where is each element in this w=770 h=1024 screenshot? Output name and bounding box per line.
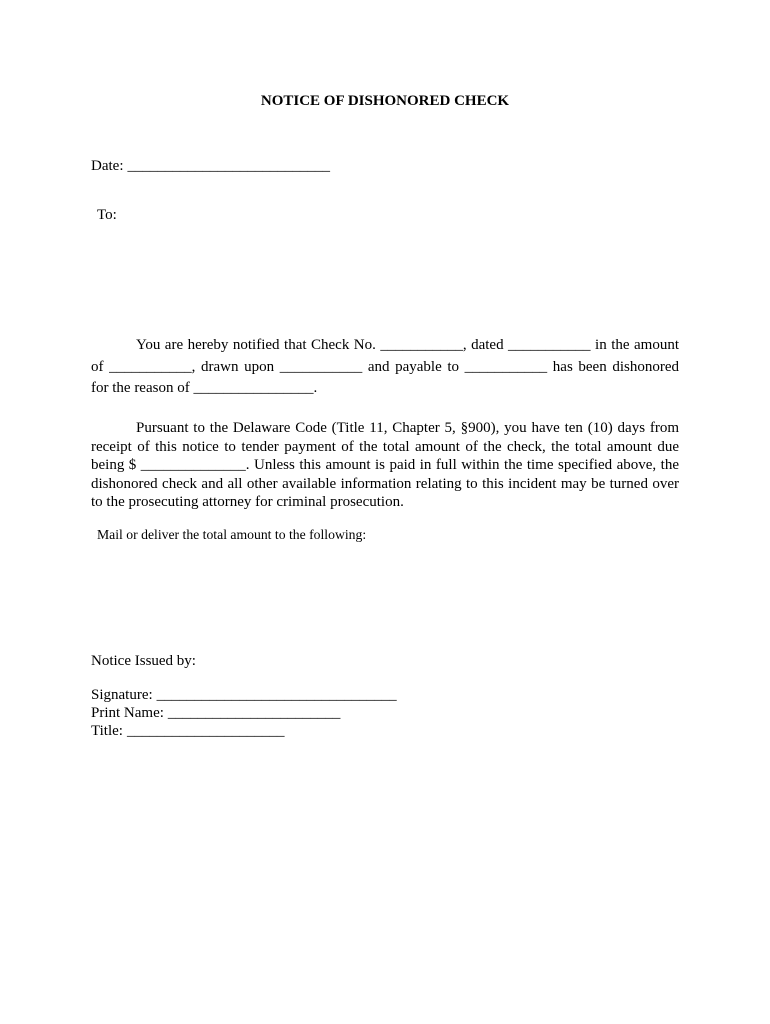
title-field: [91, 722, 397, 740]
to-field: [97, 206, 117, 225]
paragraph-line: Pursuant to the Delaware Code (Title 11, Chapter 5, §900), you have ten (10) days from: [136, 420, 679, 436]
title-blank-line: _____________________: [126, 723, 285, 739]
paragraph-line: of ___________, drawn upon ___________ and payable to ___________ has been dishonored: [91, 358, 679, 375]
paragraph-line: for the reason of ________________.: [91, 380, 318, 396]
paragraph-line: receipt of this notice to tender payment of the total amount of the check, the total amount due: [91, 438, 679, 455]
paragraph-line: dishonored check and all other available information relating to this incident may be turned over: [91, 475, 679, 492]
to-label: To:: [97, 207, 117, 223]
print-name-field: [91, 704, 397, 722]
paragraph-line: being $ ______________. Unless this amount is paid in full within the time specified above, the: [91, 457, 679, 473]
signature-blank-line: ________________________________: [156, 687, 397, 703]
notification-paragraph: [91, 335, 679, 400]
mail-instruction: Mail or deliver the total amount to the following:: [97, 527, 367, 542]
signature-field: [91, 686, 397, 704]
date-field: [91, 157, 330, 176]
print-name-blank-line: _______________________: [167, 705, 341, 721]
signature-block: [91, 686, 397, 740]
date-label: Date:: [91, 158, 124, 174]
document-title: NOTICE OF DISHONORED CHECK: [260, 93, 510, 109]
title-label: Title:: [91, 723, 123, 739]
date-blank-line: ___________________________: [127, 158, 330, 174]
print-name-label: Print Name:: [91, 705, 164, 721]
notice-issued-by-label: Notice Issued by:: [91, 653, 196, 669]
paragraph-line: to the prosecuting attorney for criminal prosecution.: [91, 494, 404, 510]
statute-paragraph: [91, 419, 679, 512]
signature-label: Signature:: [91, 687, 153, 703]
paragraph-line: You are hereby notified that Check No. ___________, dated ___________ in the amount: [136, 337, 679, 353]
